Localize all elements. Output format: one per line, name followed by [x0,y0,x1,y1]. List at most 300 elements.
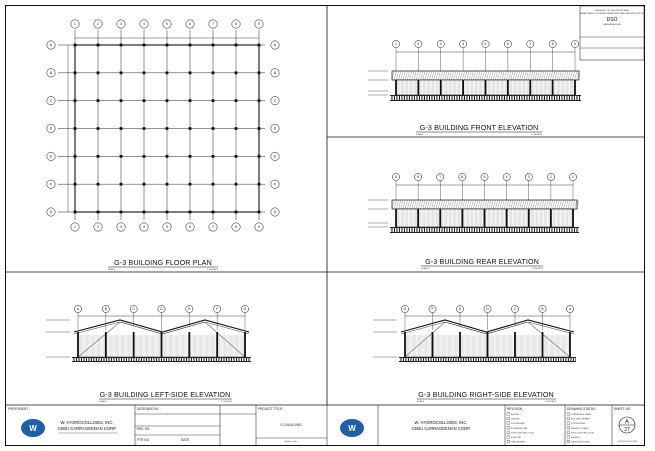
column [166,127,169,130]
foundation-block [107,358,108,361]
sheet-number-letter: A [624,419,630,426]
foundation-block [167,358,168,361]
foundation-block [250,358,251,361]
foundation-block [495,228,496,232]
foundation-block [504,358,505,361]
foundation-block [85,358,86,361]
foundation-block [513,96,514,100]
foundation-block [82,358,83,361]
corner-agency: DSO [606,17,618,23]
grid-bubble-bottom-label: 4 [143,225,145,230]
foundation-block [428,228,429,232]
column [97,71,100,74]
foundation-block [485,96,486,100]
checkbox [567,431,570,434]
column [395,209,397,227]
column [529,80,531,95]
column [143,71,146,74]
foundation-block [442,358,443,361]
foundation-block [175,358,176,361]
list-item-label: AS-BUILT [571,437,581,439]
foundation-block [212,358,213,361]
foundation-block [505,96,506,100]
checkbox [567,422,570,425]
foundation-block [515,228,516,232]
foundation-block [425,228,426,232]
foundation-block [215,358,216,361]
column [97,183,100,186]
foundation-block [117,358,118,361]
floor-plan-scale-value: 1:200 MTS [207,269,218,271]
column [120,155,123,158]
rear-elevation-title: G-3 BUILDING REAR ELEVATION [425,257,539,266]
grid-bubble-top-label: 9 [258,22,260,27]
checkbox [507,422,510,425]
list-item-label: PRELIMINARY [511,441,526,444]
column [97,99,100,102]
designed-label: DESIGNED BY : [137,407,161,411]
foundation-block [483,96,484,100]
foundation-block [565,96,566,100]
foundation-block [530,96,531,100]
column [484,209,486,227]
column [528,209,530,227]
foundation-block [235,358,236,361]
foundation-block [404,358,405,361]
column [166,99,169,102]
location-value: Bilalac, Cebu [284,441,298,443]
foundation-block [440,96,441,100]
foundation-block [150,358,151,361]
foundation-block [518,96,519,100]
foundation-block [460,96,461,100]
foundation-block [475,96,476,100]
foundation-block [100,358,101,361]
column [417,209,419,227]
foundation-block [220,358,221,361]
foundation-block [415,96,416,100]
foundation-block [97,358,98,361]
foundation-block [80,358,81,361]
foundation-block [548,96,549,100]
foundation-block [400,96,401,100]
grid-bubble-label: 8 [417,175,420,180]
foundation-block [535,96,536,100]
foundation-block [560,228,561,232]
foundation-block [420,96,421,100]
column [189,99,192,102]
grid-bubble-label: 6 [461,175,464,180]
column [440,80,442,95]
foundation-block [210,358,211,361]
foundation-block [540,228,541,232]
foundation-block [480,96,481,100]
foundation-block [445,96,446,100]
grid-bubble-left-label: F [49,182,53,187]
foundation-block [395,96,396,100]
foundation-block [499,358,500,361]
grid-bubble-top-label: 7 [212,22,214,27]
grid-bubble-label: 6 [506,42,509,47]
foundation-block [494,358,495,361]
foundation-block [393,96,394,100]
foundation-block [537,358,538,361]
foundation-block [502,358,503,361]
foundation-block [569,358,570,361]
foundation-block [122,358,123,361]
left-elevation-title: G-3 BUILDING LEFT-SIDE ELEVATION [99,390,231,399]
grid-bubble-right-label: D [273,126,277,131]
column [235,183,238,186]
foundation-block [132,358,133,361]
foundation-block [542,358,543,361]
grid-bubble-label: A [568,307,572,312]
front-scale-label: SCALE [416,134,424,136]
foundation-block [564,358,565,361]
foundation-block [509,358,510,361]
foundation-block [565,228,566,232]
foundation-block [463,228,464,232]
grid-bubble-top-label: 5 [166,22,168,27]
foundation-block [528,228,529,232]
foundation-block [458,228,459,232]
foundation-block [444,358,445,361]
foundation-block [523,96,524,100]
column [485,80,487,95]
foundation-block [77,358,78,361]
foundation-block [428,96,429,100]
foundation-block [227,358,228,361]
floor-plan-drawing [47,20,279,231]
foundation-block [427,358,428,361]
grid-bubble-bottom-label: 6 [189,225,191,230]
foundation-block [479,358,480,361]
grid-bubble-top-label: 6 [189,22,191,27]
foundation-block [477,358,478,361]
foundation-block [563,228,564,232]
foundation-block [147,358,148,361]
foundation-block [207,358,208,361]
foundation-block [415,228,416,232]
floor-plan-title: G-3 BUILDING FLOOR PLAN [114,258,212,267]
foundation-block [240,358,241,361]
rear-scale-value: 1:200 MTS [532,268,543,270]
foundation-block [518,228,519,232]
checkbox [567,436,570,439]
foundation-block [574,358,575,361]
foundation-block [570,96,571,100]
foundation-block [425,96,426,100]
foundation-block [105,358,106,361]
checkbox [507,417,510,420]
foundation-block [433,96,434,100]
date-label: DATE [181,438,190,442]
grid-bubble-left-label: C [49,98,53,103]
foundation-block [438,96,439,100]
foundation-block [555,228,556,232]
column [417,80,419,95]
column [166,71,169,74]
list-item-label: FOR APPROVAL [511,427,528,430]
foundation-block [434,358,435,361]
column [514,332,516,357]
foundation-block [410,96,411,100]
foundation-block [538,228,539,232]
foundation-block [423,96,424,100]
grid-bubble-right-label: F [273,182,277,187]
grid-bubble-bottom-label: 7 [212,225,214,230]
foundation-block [407,358,408,361]
foundation-block [187,358,188,361]
foundation-block [550,228,551,232]
foundation-block [470,228,471,232]
list-item-label: SALES/SPECIFIED [571,441,591,444]
grid-bubble-label: 2 [549,175,552,180]
company-logo-letter: W [29,424,37,433]
grid-bubble-right-label: C [273,98,277,103]
foundation-block [510,228,511,232]
list-item-label: FOR CONSTRUCTION [511,432,534,435]
foundation-block [498,96,499,100]
foundation-block [448,228,449,232]
foundation-block [405,228,406,232]
column [507,80,509,95]
column [550,209,552,227]
company-line-2-b: CEBU CARRAGEENAN CORP. [411,426,471,431]
project-title-label: PROJECT TITLE : [258,407,285,411]
foundation-block [560,96,561,100]
ptr-label: PTR NO. [137,438,150,442]
grid-bubble-left-label: B [49,71,53,76]
column [212,183,215,186]
foundation-block [230,358,231,361]
foundation-block [399,358,400,361]
foundation-block [514,358,515,361]
foundation-block [92,358,93,361]
column [235,127,238,130]
checkbox [567,426,570,429]
grid-bubble-label: 9 [395,175,397,180]
column [97,155,100,158]
foundation-block [508,96,509,100]
foundation-block [403,96,404,100]
foundation-block [580,96,581,100]
foundation-block [567,358,568,361]
foundation-block [483,228,484,232]
column [461,209,463,227]
foundation-block [435,228,436,232]
column [188,332,190,357]
column [552,80,554,95]
column [404,332,406,357]
foundation-block [195,358,196,361]
foundation-block [480,228,481,232]
column [105,332,107,357]
front-elevation-drawing [368,40,581,101]
foundation-block [544,358,545,361]
column [459,332,461,357]
foundation-block [90,358,91,361]
column [161,332,163,357]
foundation-block [553,228,554,232]
grid-bubble-bottom-label: 5 [166,225,168,230]
foundation-block [145,358,146,361]
foundation-block [448,96,449,100]
foundation-block [484,358,485,361]
project-title-value: G-3 BUILDING [280,423,302,427]
foundation-block [503,228,504,232]
foundation-block [517,358,518,361]
foundation-block [457,358,458,361]
foundation-block [519,358,520,361]
foundation-block [547,358,548,361]
column [395,80,397,95]
foundation-block [413,228,414,232]
foundation-block [412,358,413,361]
foundation-block [533,96,534,100]
foundation-block [140,358,141,361]
foundation-block [575,228,576,232]
foundation-block [75,358,76,361]
column [235,71,238,74]
foundation-block [529,358,530,361]
foundation-block [482,358,483,361]
foundation-block [450,96,451,100]
foundation-block [528,96,529,100]
column [569,332,571,357]
foundation-block [549,358,550,361]
foundation-block [400,228,401,232]
list-item-label: EXISTING [511,437,522,439]
foundation-block [432,358,433,361]
grid-bubble-label: E [458,307,462,312]
foundation-block [468,96,469,100]
foundation-block [125,358,126,361]
grid-bubble-left-label: G [49,210,53,215]
company-logo-letter-2: W [348,424,356,433]
foundation-block [87,358,88,361]
column [212,99,215,102]
foundation-block [543,96,544,100]
foundation-block [523,228,524,232]
foundation-block [217,358,218,361]
grid-bubble-right-label: G [273,210,277,215]
column [133,332,135,357]
foundation-block [390,96,391,100]
foundation-block [450,228,451,232]
grid-bubble-bottom-label: 3 [120,225,122,230]
foundation-block [408,228,409,232]
column [189,155,192,158]
foundation-block [538,96,539,100]
foundation-block [170,358,171,361]
foundation-block [393,228,394,232]
grid-bubble-bottom-label: 8 [235,225,237,230]
grid-bubble-label: 5 [484,42,487,47]
grid-bubble-label: 7 [529,42,532,47]
list-item-label: FOR BIDDING [571,423,586,426]
foundation-block [512,358,513,361]
grid-bubble-label: 3 [439,42,442,47]
sheet-no-label: SHEET NO : [614,407,633,411]
foundation-block [563,96,564,100]
foundation-block [130,358,131,361]
foundation-block [408,96,409,100]
foundation-block [127,358,128,361]
foundation-block [437,358,438,361]
foundation-block [495,96,496,100]
foundation-block [508,228,509,232]
grid-bubble-label: G [403,307,407,312]
grid-bubble-label: G [243,307,247,312]
foundation-block [152,358,153,361]
foundation-block [115,358,116,361]
grid-bubble-right-label: B [273,71,277,76]
foundation-block [473,96,474,100]
left-side-elevation-drawing [46,305,251,362]
column [77,332,79,357]
foundation-block [558,96,559,100]
column [572,209,574,227]
grid-bubble-top-label: 1 [74,22,76,27]
rear-scale-label: SCALE [421,268,429,270]
grid-bubble-label: 8 [551,42,554,47]
foundation-block [403,228,404,232]
foundation-block [418,96,419,100]
grid-bubble-label: 7 [439,175,442,180]
prc-label: PRC NO. [137,427,151,431]
foundation-block [410,228,411,232]
grid-bubble-label: D [160,307,163,312]
corner-sub: CAR-AREA/CEBU [603,24,621,26]
grid-bubble-bottom-label: 2 [97,225,99,230]
foundation-block [155,358,156,361]
foundation-block [242,358,243,361]
foundation-block [468,228,469,232]
foundation-block [440,228,441,232]
grid-bubble-label: 1 [395,42,397,47]
list-item-label: BUILDING PERMIT [571,418,591,421]
grid-bubble-left-label: E [49,154,53,159]
column [189,183,192,186]
column [574,80,576,95]
company-line-1: W. HYDROCOLLOIDS, INC. [60,420,114,425]
right-elevation-title: G-3 BUILDING RIGHT-SIDE ELEVATION [418,390,554,399]
foundation-block [505,228,506,232]
foundation-block [182,358,183,361]
foundation-block [510,96,511,100]
foundation-block [112,358,113,361]
grid-bubble-label: 9 [574,42,576,47]
foundation-block [552,358,553,361]
foundation-block [527,358,528,361]
list-item-label: AS-BUILT [511,414,521,416]
foundation-block [520,228,521,232]
column [487,332,489,357]
foundation-block [454,358,455,361]
grid-bubble-label: F [431,307,434,312]
foundation-block [550,96,551,100]
foundation-block [539,358,540,361]
foundation-block [462,358,463,361]
foundation-block [443,96,444,100]
grid-bubble-label: 5 [483,175,486,180]
foundation-block [413,96,414,100]
foundation-block [447,358,448,361]
foundation-block [467,358,468,361]
grid-bubble-label: C [132,307,135,312]
foundation-block [190,358,191,361]
